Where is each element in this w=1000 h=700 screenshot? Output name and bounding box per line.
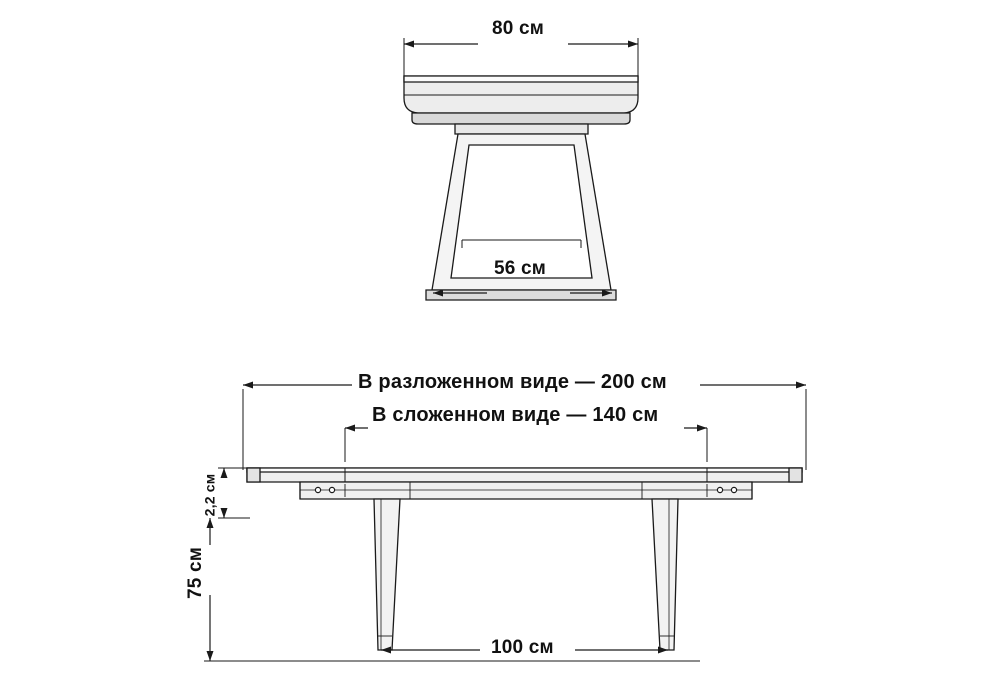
- table-top-front: [247, 468, 802, 482]
- label-height-75: 75 см: [185, 546, 207, 600]
- label-top-width: 80 см: [492, 18, 545, 39]
- dimension-height-75cm: [204, 518, 700, 661]
- label-base-width-56: 56 см: [494, 258, 547, 279]
- table-apron: [300, 482, 752, 499]
- label-base-width-100: 100 см: [491, 637, 554, 658]
- dimension-folded-140cm: [345, 425, 707, 463]
- label-thickness-2-2: 2,2 см: [201, 473, 218, 517]
- dimension-thickness: [218, 468, 250, 518]
- label-extended-200: В разложенном виде — 200 см: [358, 371, 667, 393]
- label-folded-140: В сложенном виде — 140 см: [372, 404, 659, 426]
- table-legs: [374, 499, 678, 650]
- table-top-profile: [404, 76, 638, 124]
